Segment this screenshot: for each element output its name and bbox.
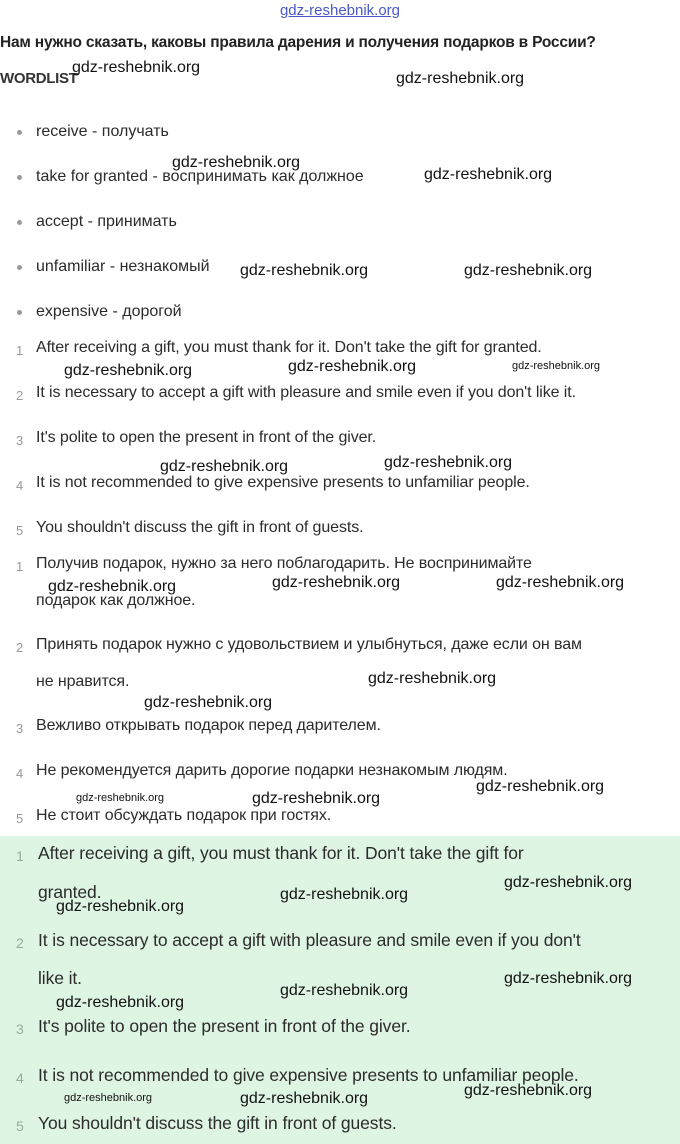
watermark: gdz-reshebnik.org [496,574,625,591]
watermark: gdz-reshebnik.org [76,792,165,804]
rule-number: 2 [16,640,24,655]
watermark: gdz-reshebnik.org [252,790,381,807]
rule-line: like it. [38,968,82,988]
watermark: gdz-reshebnik.org [288,358,417,375]
rule-line: Получив подарок, нужно за него поблагодарить. Не воспринимайте [36,555,532,572]
rule-line: granted. [38,882,102,902]
rule-line: подарок как должное. [36,592,196,609]
rule-number: 2 [16,935,24,951]
rule-number: 1 [16,343,24,358]
rule-number: 1 [16,559,24,574]
watermark: gdz-reshebnik.org [172,154,301,171]
watermark: gdz-reshebnik.org [280,982,409,999]
watermark: gdz-reshebnik.org [476,778,605,795]
watermark: gdz-reshebnik.org [64,362,193,379]
list-item: expensive - дорогой [36,303,182,320]
rule-line: не нравится. [36,673,130,690]
watermark: gdz-reshebnik.org [56,994,185,1011]
watermark: gdz-reshebnik.org [72,59,201,76]
rule-number: 1 [16,848,24,864]
list-item: accept - принимать [36,213,177,230]
rule-line: You shouldn't discuss the gift in front of guests. [36,519,364,536]
rule-line: After receiving a gift, you must thank for it. Don't take the gift for granted. [36,339,542,356]
rule-line: Не стоит обсуждать подарок при гостях. [36,807,332,824]
rule-number: 3 [16,721,24,736]
watermark: gdz-reshebnik.org [504,970,633,987]
watermark: gdz-reshebnik.org [160,458,289,475]
rule-number: 4 [16,478,24,493]
rule-line: After receiving a gift, you must thank for it. Don't take the gift for [38,843,524,863]
list-item: unfamiliar - незнакомый [36,258,210,275]
bullet-icon [17,265,22,270]
watermark: gdz-reshebnik.org [144,694,273,711]
site-header-link[interactable]: gdz-reshebnik.org [279,2,401,19]
rule-line: It's polite to open the present in front of the giver. [38,1016,411,1036]
watermark: gdz-reshebnik.org [48,578,177,595]
watermark: gdz-reshebnik.org [396,70,525,87]
watermark: gdz-reshebnik.org [504,874,633,891]
rule-number: 3 [16,1021,24,1037]
watermark: gdz-reshebnik.org [464,1082,593,1099]
list-item: take for granted - воспринимать как должное [36,168,364,185]
question-title: Нам нужно сказать, каковы правила дарения и получения подарков в России? [0,34,596,51]
watermark: gdz-reshebnik.org [56,898,185,915]
rule-line: It is necessary to accept a gift with pleasure and smile even if you don't [38,930,581,950]
rule-line: Вежливо открывать подарок перед дарителем. [36,717,381,734]
bullet-icon [17,130,22,135]
watermark: gdz-reshebnik.org [240,262,369,279]
watermark: gdz-reshebnik.org [512,360,601,372]
rule-number: 4 [16,1070,24,1086]
rule-line: It is necessary to accept a gift with pleasure and smile even if you don't like it. [36,384,576,401]
rule-line: It is not recommended to give expensive presents to unfamiliar people. [36,474,530,491]
watermark: gdz-reshebnik.org [368,670,497,687]
rule-number: 3 [16,433,24,448]
rule-number: 4 [16,766,24,781]
rule-number: 2 [16,388,24,403]
rule-number: 5 [16,811,24,826]
rule-number: 5 [16,1118,24,1134]
bullet-icon [17,175,22,180]
watermark: gdz-reshebnik.org [384,454,513,471]
list-item: receive - получать [36,123,169,140]
bullet-icon [17,310,22,315]
wordlist-title: WORDLIST [0,70,78,87]
watermark: gdz-reshebnik.org [280,886,409,903]
rule-line: You shouldn't discuss the gift in front of guests. [38,1113,397,1133]
watermark: gdz-reshebnik.org [272,574,401,591]
watermark: gdz-reshebnik.org [240,1090,369,1107]
bullet-icon [17,220,22,225]
rule-line: It's polite to open the present in front of the giver. [36,429,377,446]
rule-line: Принять подарок нужно с удовольствием и улыбнуться, даже если он вам [36,636,582,653]
watermark: gdz-reshebnik.org [64,1092,153,1104]
watermark: gdz-reshebnik.org [424,166,553,183]
rule-line: It is not recommended to give expensive presents to unfamiliar people. [38,1065,579,1085]
watermark: gdz-reshebnik.org [464,262,593,279]
rule-number: 5 [16,523,24,538]
rule-line: Не рекомендуется дарить дорогие подарки незнакомым людям. [36,762,508,779]
